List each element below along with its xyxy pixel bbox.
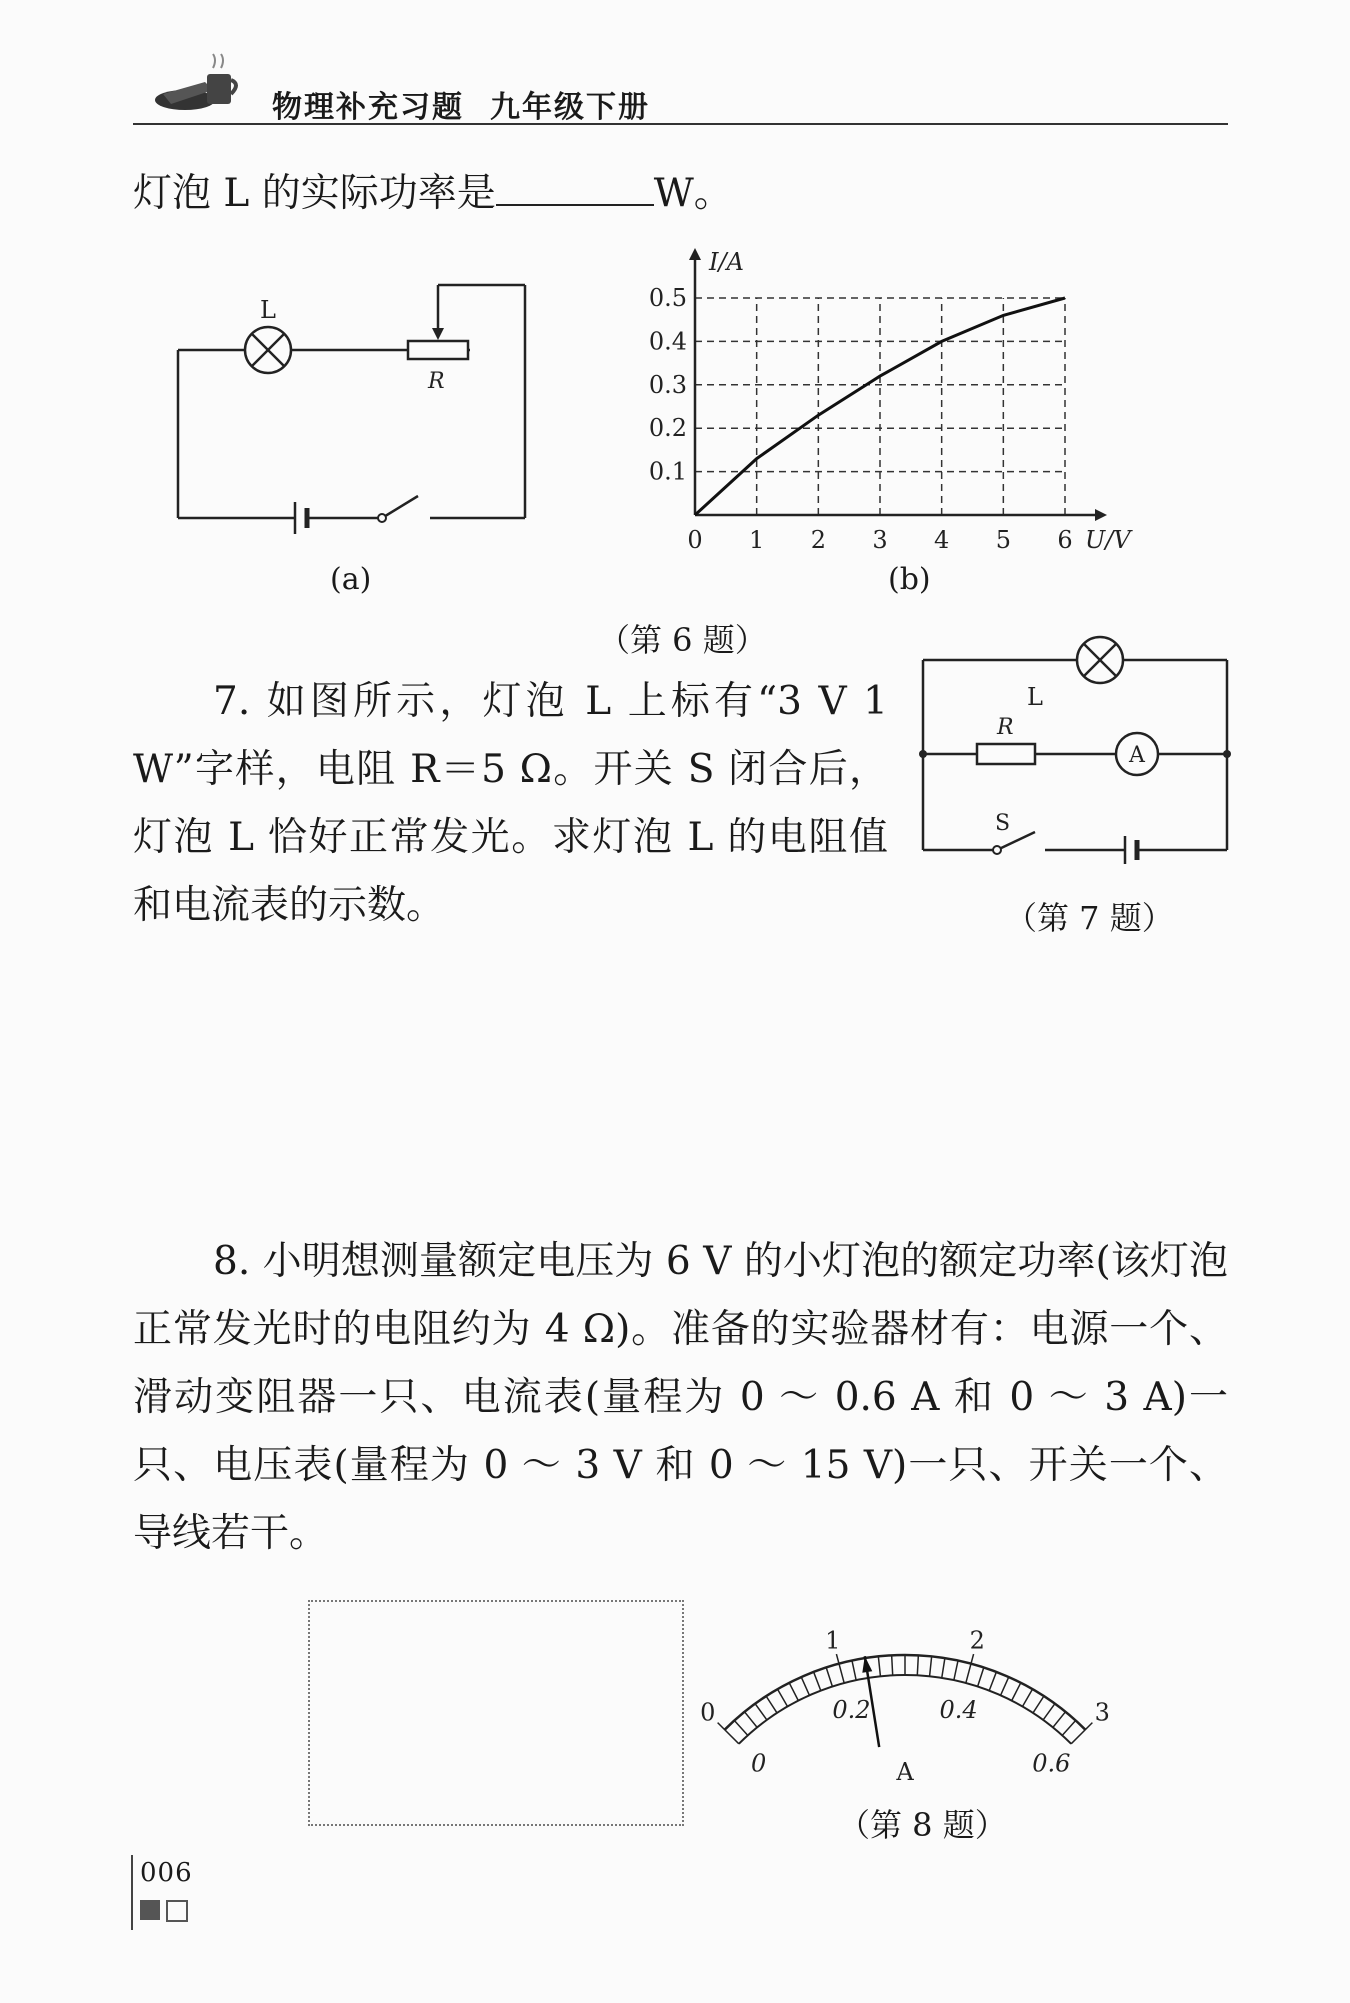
circuit-drawing-area[interactable]: [308, 1600, 684, 1826]
dial-tick: [836, 1654, 844, 1683]
chart-ticks: [649, 284, 1073, 554]
q6-iu-chart: [640, 240, 1200, 560]
x-tick-label: 1: [749, 526, 765, 554]
header-title: [272, 82, 650, 126]
x-tick-label: 0: [687, 526, 703, 554]
switch-label: S: [995, 811, 1011, 836]
book-and-cup-icon: [155, 48, 245, 120]
inner-scale-label: 0.4: [939, 1696, 978, 1725]
outer-scale-label: 1: [825, 1626, 841, 1655]
dial-tick: [1053, 1712, 1066, 1728]
dial-labels: [700, 1627, 1110, 1778]
q6-caption-a: (a): [330, 562, 372, 597]
ammeter-dial: [700, 1590, 1110, 1790]
y-tick-label: 0.3: [648, 370, 687, 399]
ammeter-label: A: [1129, 743, 1145, 768]
dial-tick: [1062, 1720, 1075, 1735]
outer-scale-label: 2: [969, 1626, 985, 1655]
dial-tick: [892, 1655, 893, 1675]
x-tick-label: 6: [1057, 526, 1073, 554]
y-axis-arrow: [689, 248, 701, 260]
outer-scale-label: 0: [700, 1698, 716, 1727]
q7-text: 7. 如图所示，灯泡 L 上标有“3 V 1 W”字样，电阻 R＝5 Ω。开关 S 闭合后，灯泡 L 恰好正常发光。求灯泡 L 的电阻值和电流表的示数。: [133, 679, 888, 928]
q6-unit: W。: [653, 171, 733, 216]
dial-tick: [745, 1712, 758, 1728]
inner-scale-label: 0.6: [1032, 1749, 1071, 1778]
dial-tick: [942, 1658, 945, 1678]
y-tick-label: 0.4: [648, 327, 687, 356]
dial-tick: [1001, 1677, 1009, 1695]
answer-blank[interactable]: [496, 164, 654, 206]
dial-tick: [1033, 1696, 1044, 1713]
dial-tick: [826, 1667, 832, 1686]
dial-tick: [814, 1672, 821, 1691]
dial-tick: [930, 1656, 932, 1676]
dial-tick: [1012, 1683, 1021, 1701]
y-tick-label: 0.2: [648, 414, 687, 443]
lamp-label-7: L: [1027, 683, 1043, 711]
dial-tick: [734, 1720, 747, 1735]
dial-tick: [755, 1704, 767, 1720]
dial-tick: [954, 1661, 958, 1681]
q6-caption-b: (b): [888, 562, 931, 597]
x-tick-label: 3: [872, 526, 888, 554]
filled-square-icon: [140, 1900, 160, 1920]
header-rule: [133, 123, 1228, 125]
q7-circuit-diagram: [915, 640, 1235, 870]
dial-tick: [852, 1661, 856, 1681]
dial-tick: [989, 1672, 996, 1691]
q8-text: 8. 小明想测量额定电压为 6 V 的小灯泡的额定功率(该灯泡正常发光时的电阻约为 4 Ω)。准备的实验器材有：电源一个、滑动变阻器一只、电流表(量程为 0 ～ 0.6 A 和 0 ～ 3 A)一只、电压表(量程为 0 ～ 3 V 和 0 ～ 15 V)一只、开关一个、导线若干。: [133, 1239, 1228, 1556]
dial-tick: [1043, 1704, 1055, 1720]
chart-grid: [695, 298, 1065, 515]
q6-text: 灯泡 L 的实际功率是: [133, 171, 496, 216]
q6-continuation: [133, 160, 733, 228]
lamp-label-a: L: [260, 296, 276, 324]
dial-tick: [1023, 1689, 1033, 1706]
resistor-label-7: R: [997, 715, 1014, 740]
dial-tick: [801, 1677, 809, 1695]
footer-rule: [131, 1855, 133, 1930]
dial-tick: [917, 1655, 918, 1675]
q6-caption: （第 6 题）: [598, 621, 767, 659]
header-logo: [155, 48, 245, 120]
dial-tick: [789, 1683, 798, 1701]
dial-tick: [878, 1656, 880, 1676]
q7-caption: （第 7 题）: [1005, 899, 1174, 937]
y-tick-label: 0.5: [648, 284, 687, 312]
y-tick-label: 0.1: [648, 457, 687, 486]
x-axis-label: U/V: [1085, 526, 1131, 554]
x-axis-arrow: [1095, 509, 1107, 521]
dial-tick: [778, 1689, 788, 1706]
empty-square-icon: [166, 1900, 188, 1922]
dial-arc-inner: [739, 1675, 1071, 1744]
q8-caption: （第 8 题）: [838, 1806, 1007, 1844]
resistor-label-a: R: [428, 369, 445, 394]
grade-label: 九年级下册: [490, 90, 650, 125]
x-tick-label: 5: [995, 526, 1011, 554]
x-tick-label: 2: [810, 526, 826, 554]
book-title: 物理补充习题: [272, 90, 464, 125]
q6-circuit-diagram: [160, 270, 540, 600]
inner-scale-label: 0.2: [832, 1696, 871, 1725]
dial-ticks: [718, 1654, 1093, 1744]
dial-tick: [966, 1654, 974, 1683]
y-axis-label: I/A: [709, 248, 744, 276]
outer-scale-label: 3: [1094, 1698, 1110, 1727]
page-number: 006: [140, 1858, 193, 1888]
dial-tick: [766, 1696, 777, 1713]
x-tick-label: 4: [934, 526, 950, 554]
dial-tick: [978, 1667, 984, 1686]
inner-scale-label: 0: [750, 1749, 767, 1778]
meter-unit-label: A: [896, 1758, 914, 1786]
